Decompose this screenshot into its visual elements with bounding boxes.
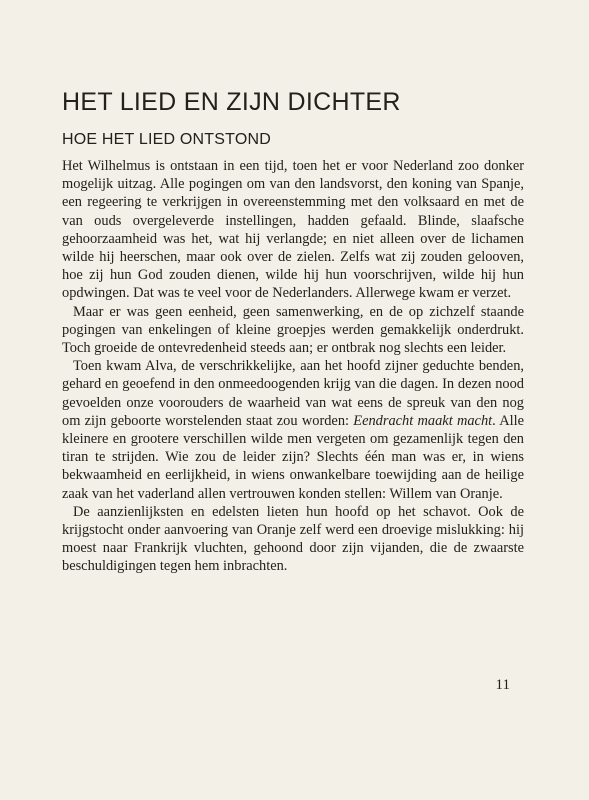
paragraph-1: Het Wilhelmus is ontstaan in een tijd, toen het er voor Nederland zoo donker mogelijk uitzag. Alle pogingen om van den landsvorst, den koning van Spanje, een regeering te verkrijgen in overeenstemming met den volksaard en met de van ouds overgeleverde instellingen, hadden gefaald. Blinde, slaafsche gehoorzaamheid was het, wat hij verlangde; en niet alleen over de lichamen wilde hij heerschen, maar ook over de zielen. Zelfs wat zij zouden gelooven, hoe zij hun God zouden dienen, wilde hij hun voorschrijven, wilde hij hun opdwingen. Dat was te veel voor de Nederlanders. Allerwege kwam er verzet. [62,158,524,302]
body-text [62,157,524,576]
paragraph-3-text-before-motto: Toen kwam Alva, de verschrikkelijke, aan het hoofd zijner geduchte benden, gehard en geoefend in den onmeedoogenden krijg van die dagen. In dezen nood gevoelden onze voorouders de waarheid van wat eens de spreuk van den nog om zijn geboorte worstelenden staat zou worden: [62,358,524,429]
paragraph-3-text-after-motto: . Alle kleinere en grootere verschillen wilde men vergeten om gezamenlijk tegen den tiran te strijden. Wie zou de leider zijn? Slechts één man was er, in wiens bekwaamheid en eerlijkheid, in wiens onwankelbare toewijding aan de heilige zaak van het vaderland allen vertrouwen konden stellen: Willem van Oranje. [62,412,524,502]
paragraph-4: De aanzienlijksten en edelsten lieten hun hoofd op het schavot. Ook de krijgstocht onder aanvoering van Oranje zelf werd een droevige mislukking: hij moest naar Frankrijk vluchten, gehoond door zijn vijanden, die de zwaarste beschuldigingen tegen hem inbrachten. [62,503,524,575]
paragraph-3 [62,357,524,503]
section-title: HOE HET LIED ONTSTOND [62,131,271,148]
page-number: 11 [495,677,510,693]
chapter-title: HET LIED EN ZIJN DICHTER [62,88,401,116]
paragraph-2: Maar er was geen eenheid, geen samenwerking, en de op zichzelf staande pogingen van enkelingen of kleine groepjes werden gemakkelijk onderdrukt. Toch groeide de ontevredenheid steeds aan; er ontbrak nog slechts een leider. [62,303,524,357]
motto-text: Eendracht maakt macht [353,412,493,429]
